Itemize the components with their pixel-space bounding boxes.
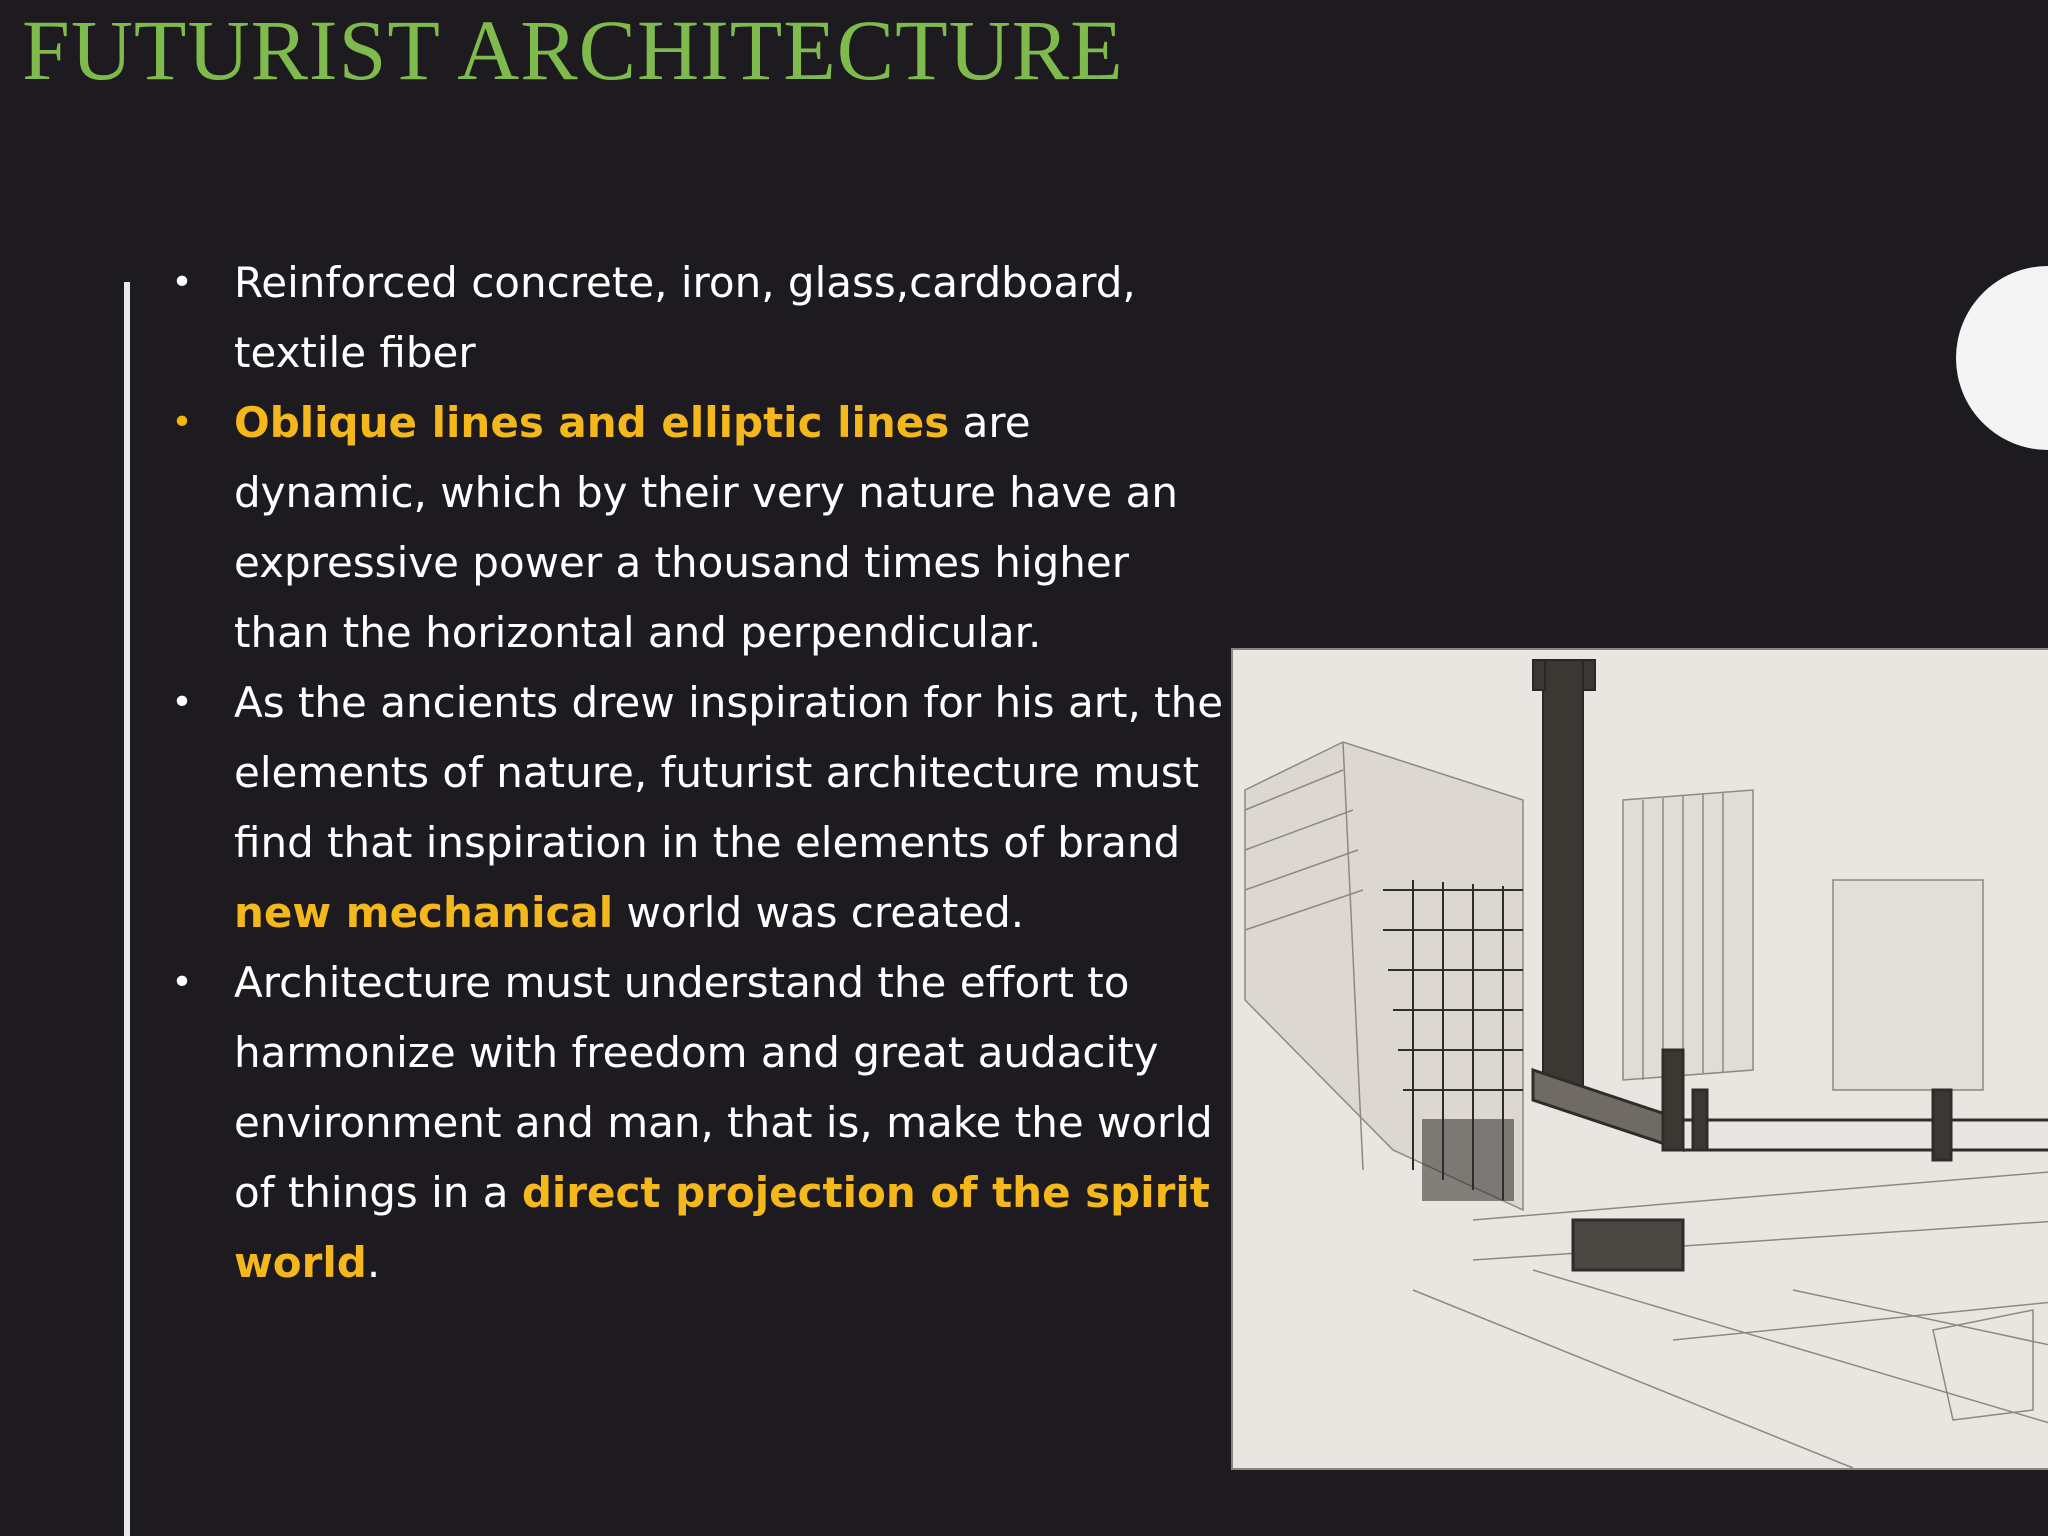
bullet-text-after: . bbox=[366, 1238, 381, 1287]
bullet-icon: • bbox=[171, 962, 193, 1003]
bullet-text: are dynamic, which by their very nature have an expressive power a thousand times higher than the horizontal and perpendicular. bbox=[234, 398, 1178, 657]
bullet-icon: • bbox=[171, 402, 193, 443]
bullet-item-oblique-lines bbox=[162, 388, 1232, 668]
bullet-highlight: new mechanical bbox=[234, 888, 614, 937]
bullet-text-after: world was created. bbox=[613, 888, 1025, 937]
bullet-icon: • bbox=[171, 262, 193, 303]
bullet-icon: • bbox=[171, 682, 193, 723]
decorative-circle bbox=[1956, 266, 2048, 450]
vertical-rule bbox=[124, 282, 130, 1536]
bullet-item-harmonize bbox=[162, 948, 1232, 1298]
bullet-highlight: Oblique lines and elliptic lines bbox=[234, 398, 950, 447]
architecture-sketch-image bbox=[1231, 648, 2048, 1470]
bullet-text: As the ancients drew inspiration for his art, the elements of nature, futurist architecture must find that inspiration in the elements of brand bbox=[234, 678, 1224, 867]
slide-title: FUTURIST ARCHITECTURE bbox=[22, 2, 1124, 98]
bullet-highlight: direct projection of the spirit world bbox=[234, 1168, 1210, 1287]
architecture-sketch-illustration bbox=[1233, 650, 2048, 1468]
bullet-list bbox=[162, 248, 1232, 1298]
bullet-item-inspiration bbox=[162, 668, 1232, 948]
bullet-text: Reinforced concrete, iron, glass,cardboard, textile fiber bbox=[234, 258, 1136, 377]
bullet-item-materials bbox=[162, 248, 1232, 388]
bullet-text: Architecture must understand the effort to harmonize with freedom and great audacity environment and man, that is, make the world of things in a bbox=[234, 958, 1213, 1217]
